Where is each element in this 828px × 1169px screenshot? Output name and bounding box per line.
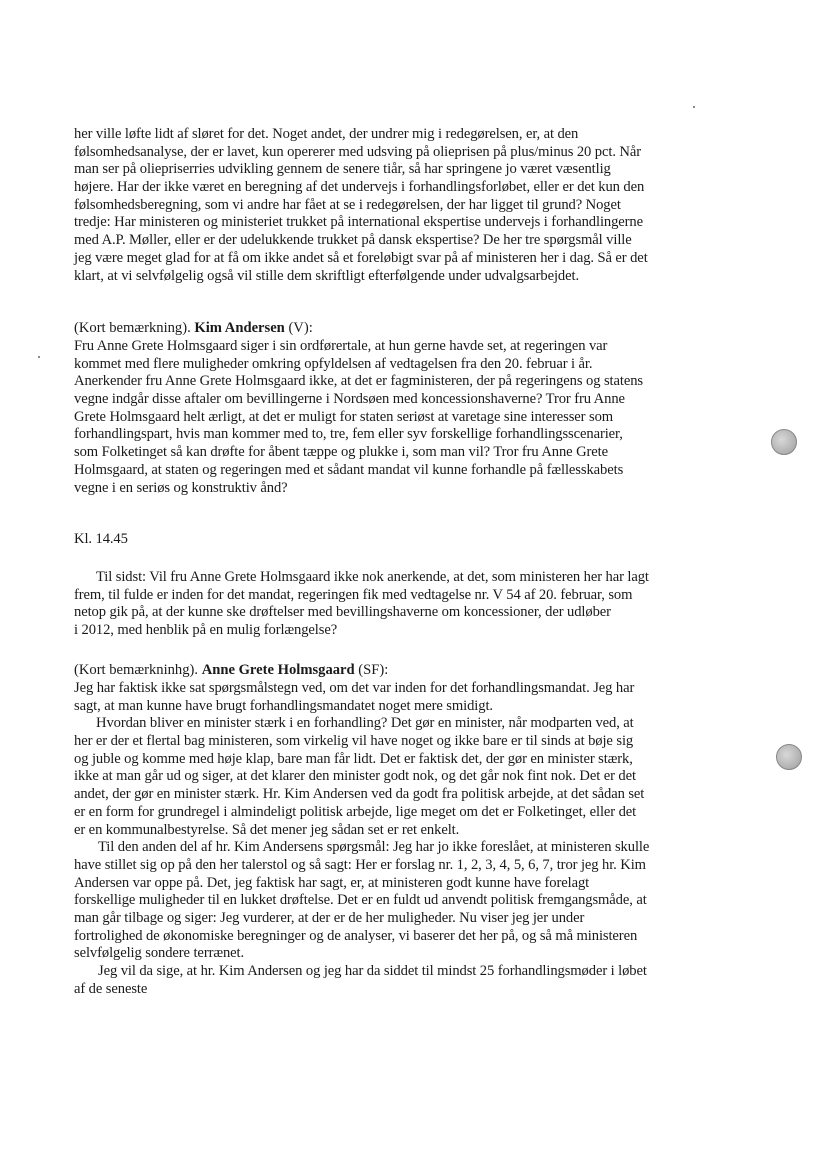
paragraph-kim-andersen-continued <box>74 569 764 640</box>
speaker-name: Kim Andersen <box>194 320 285 336</box>
text-line: Holmsgaard, at staten og regeringen med et sådant mandat vil kunne forhandle på fællesskabets <box>74 461 624 478</box>
text-line: man går tilbage og siger: Jeg vurderer, at der er de her muligheder. Nu viser jeg jer under <box>74 909 585 926</box>
text-line: Grete Holmsgaard helt ærligt, at det er muligt for staten seriøst at varetage sine interesser som <box>74 408 614 425</box>
paragraph-kim-andersen <box>74 338 764 497</box>
text-line: fortrolighed de økonomiske beregninger og de analyser, vi baserer det her på, og så må ministeren <box>74 927 638 944</box>
text-line: selvfølgelig sondere terrænet. <box>74 945 245 962</box>
speaker-name: Anne Grete Holmsgaard <box>201 662 355 678</box>
text-line: her er der et flertal bag ministeren, som virkelig vil have noget og ikke bare er til sinds at bøje sig <box>74 733 634 750</box>
text-line: ikke at man går ud og siger, at det klarer den minister godt nok, og det går nok fint nok. Det er det <box>74 768 636 785</box>
speaker-party: (V): <box>284 320 313 336</box>
text-line: er en kommunalbestyrelse. Så det mener jeg sådan set er ret enkelt. <box>74 821 460 838</box>
text-line: man ser på oliepriserries udvikling gennem de senere tiår, så har springene jo været væsentlig <box>74 161 611 178</box>
punch-hole-icon <box>771 429 797 455</box>
paragraph-intro <box>74 126 764 285</box>
text-line: Jeg har faktisk ikke sat spørgsmålstegn ved, om det var inden for det forhandlingsmandat. Jeg har <box>74 680 635 696</box>
text-line: kommet med flere muligheder omkring opfyldelsen af vedtagelsen fra den 20. februar i år. <box>74 355 593 372</box>
text-line: følsomhedsanalyse, der er lavet, kun opererer med udsving på olieprisen på plus/minus 20 pct. Når <box>74 143 642 160</box>
speaker-heading-kim-andersen <box>74 320 764 338</box>
text-line: som Folketinget så kan drøfte for åbent tæppe og plukke i, som man vil? Tror fru Anne Grete <box>74 444 609 461</box>
text-line: vegne indgår disse aftaler om bevillingerne i Nordsøen med koncessionshaverne? Tror fru Anne <box>74 391 625 408</box>
speaker-heading-anne-grete-holmsgaard <box>74 662 764 680</box>
text-line: andet, der gør en minister stærk. Hr. Kim Andersen ved da godt fra politisk arbejde, at det sådan set <box>74 786 645 803</box>
text-line: og juble og komme med høje klap, bare man får lidt. Det er faktisk det, der gør en minister stærk, <box>74 750 633 767</box>
text-line: Til sidst: Vil fru Anne Grete Holmsgaard ikke nok anerkende, at det, som ministeren her har lagt <box>96 569 649 585</box>
text-line: Til den anden del af hr. Kim Andersens spørgsmål: Jeg har jo ikke foreslået, at ministeren skulle <box>98 839 650 856</box>
text-line: Anerkender fru Anne Grete Holmsgaard ikke, at det er fagministeren, der på regeringens og statens <box>74 373 643 390</box>
speaker-prefix: (Kort bemærkning). <box>74 320 195 336</box>
text-line: jeg være meget glad for at få om ikke andet så et foreløbigt svar på af ministeren her i dag. Så er det <box>74 249 648 266</box>
text-line: er en form for grundregel i almindeligt politisk arbejde, lige meget om det er Folketinget, eller det <box>74 803 637 820</box>
paragraph-holmsgaard <box>74 680 764 998</box>
time-marker-text: Kl. 14.45 <box>74 531 128 547</box>
text-line: med A.P. Møller, eller er der udelukkende trukket på dansk ekspertise? De her tre spørgsmål ville <box>74 232 632 249</box>
text-line: sagt, at man kunne have brugt forhandlingsmandatet noget mere smidigt. <box>74 697 493 714</box>
text-line: vegne i en seriøs og konstruktiv ånd? <box>74 479 288 496</box>
text-line: af de seneste <box>74 980 148 997</box>
text-line: Andersen var oppe på. Det, jeg faktisk har sagt, er, at ministeren godt kunne have forelagt <box>74 874 590 891</box>
speaker-party: (SF): <box>354 662 389 678</box>
text-line: frem, til fulde er inden for det mandat, regeringen fik med vedtagelse nr. V 54 af 20. februar, som <box>74 586 633 603</box>
speaker-prefix: (Kort bemærkninhg). <box>74 662 202 678</box>
time-marker <box>74 531 764 549</box>
scan-speck <box>693 106 695 108</box>
text-line: højere. Har der ikke været en beregning af det undervejs i forhandlingsforløbet, eller er det kun den <box>74 179 645 196</box>
text-line: have stillet sig op på den her talerstol og så sagt: Her er forslag nr. 1, 2, 3, 4, 5, 6, 7, tror jeg hr. Kim <box>74 856 646 873</box>
punch-hole-icon <box>776 744 802 770</box>
text-line: netop gik på, at der kunne ske drøftelser med bevillingshaverne om koncessioner, der udløber <box>74 604 611 621</box>
text-line: tredje: Har ministeren og ministeriet trukket på international ekspertise undervejs i forhandlingerne <box>74 214 644 231</box>
text-line: forhandlingspart, hvis man kommer med to, tre, fem eller syv forskellige forhandlingsscenarier, <box>74 426 623 443</box>
text-line: Jeg vil da sige, at hr. Kim Andersen og jeg har da siddet til mindst 25 forhandlingsmøder i løbet <box>98 963 647 979</box>
text-line: forskellige muligheder til en lukket drøftelse. Det er en fuldt ud anvendt politisk fremgangsmåde, at <box>74 892 647 909</box>
text-line: Fru Anne Grete Holmsgaard siger i sin ordførertale, at hun gerne havde set, at regeringen var <box>74 338 608 354</box>
text-line: Hvordan bliver en minister stærk i en forhandling? Det gør en minister, når modparten ved, at <box>96 715 634 732</box>
text-line: i 2012, med henblik på en mulig forlængelse? <box>74 622 338 639</box>
text-line: her ville løfte lidt af sløret for det. Noget andet, der undrer mig i redegørelsen, er, at den <box>74 126 579 142</box>
scan-speck <box>38 356 40 358</box>
text-line: klart, at vi selvfølgelig også vil stille dem skriftligt efterfølgende under udvalgsarbejdet. <box>74 267 579 284</box>
text-line: følsomhedsberegning, som vi andre har fået at se i redegørelsen, der har ligget til grund? Noget <box>74 196 621 213</box>
